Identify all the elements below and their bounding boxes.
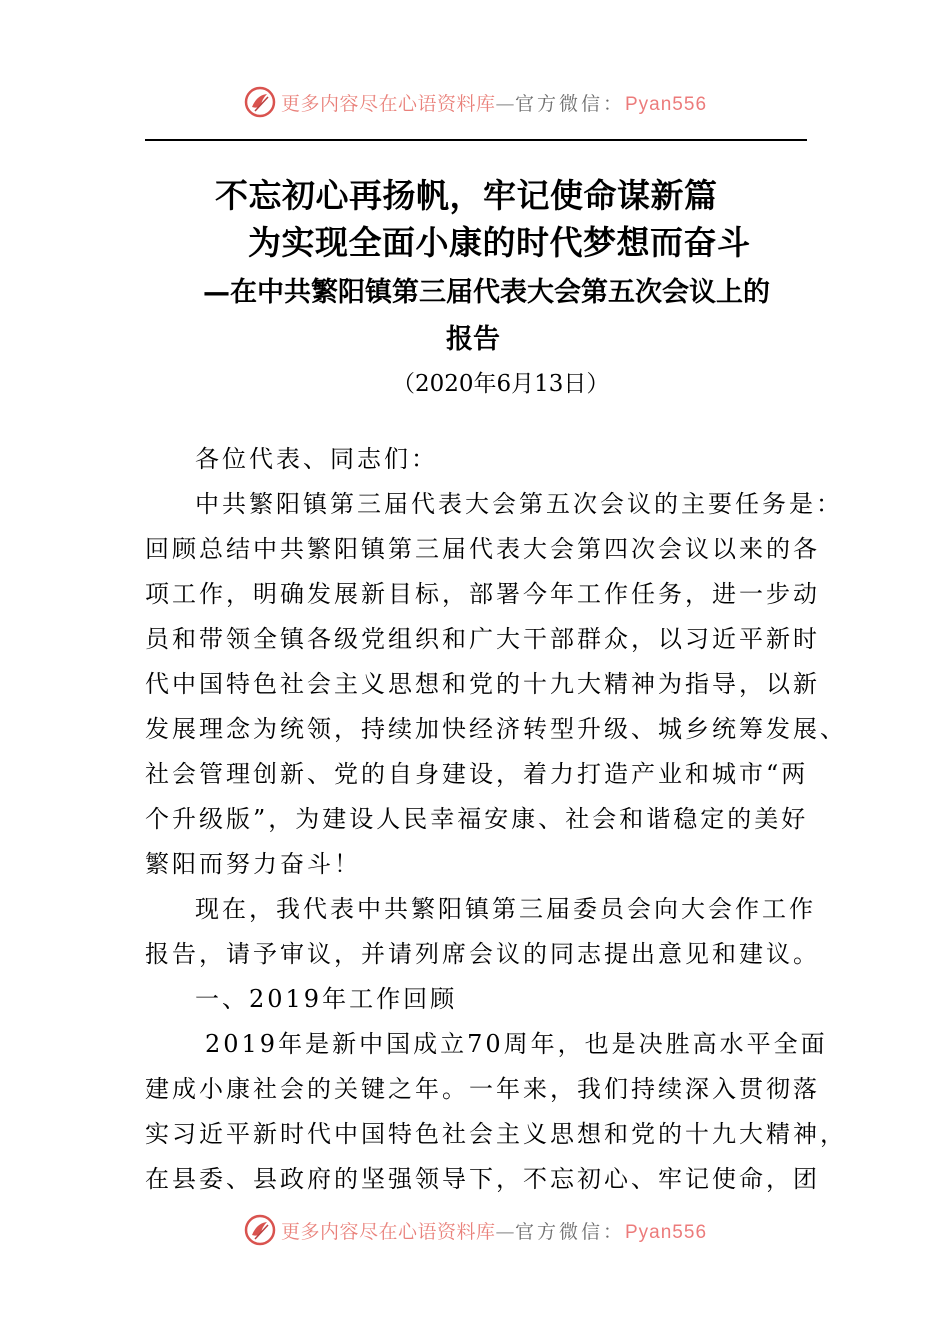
watermark-text (281, 1217, 707, 1244)
watermark-dash: — (495, 1220, 515, 1243)
watermark-wechat-id: Pyan556 (625, 1221, 708, 1243)
body-line: 个升级版”，为建设人民幸福安康、社会和谐稳定的美好 (145, 805, 809, 833)
body-line: 代中国特色社会主义思想和党的十九大精神为指导，以新 (145, 670, 820, 698)
watermark-wechat-id: Pyan556 (625, 93, 708, 115)
watermark-mid: 官方微信： (514, 92, 625, 115)
header-watermark (0, 82, 950, 122)
title-line-1: 不忘初心再扬帆，牢记使命谋新篇 (215, 176, 718, 215)
header-rule (145, 139, 807, 141)
subtitle-line-2: 报告 (446, 324, 500, 355)
body-line: 社会管理创新、党的自身建设，着力打造产业和城市“两 (145, 760, 809, 788)
watermark-mid: 官方微信： (514, 1220, 625, 1243)
body-line: 建成小康社会的关键之年。一年来，我们持续深入贯彻落 (145, 1075, 820, 1103)
subtitle-line-1: —在中共繁阳镇第三届代表大会第五次会议上的 (203, 277, 770, 308)
body-line: 员和带领全镇各级党组织和广大干部群众，以习近平新时 (145, 625, 820, 653)
section-heading: 一、2019年工作回顾 (195, 985, 458, 1013)
body-line: 在县委、县政府的坚强领导下，不忘初心、牢记使命，团 (145, 1165, 820, 1193)
brand-logo-icon (243, 85, 277, 119)
body-line: 报告，请予审议，并请列席会议的同志提出意见和建议。 (145, 940, 820, 968)
body-line: 2019年是新中国成立70周年，也是决胜高水平全面 (205, 1030, 828, 1058)
watermark-text (281, 89, 707, 116)
footer-watermark (0, 1210, 950, 1250)
body-line: 繁阳而努力奋斗！ (145, 850, 361, 878)
watermark-main: 更多内容尽在心语资料库 (280, 1220, 496, 1243)
body-line: 各位代表、同志们： (195, 445, 438, 473)
body-line: 回顾总结中共繁阳镇第三届代表大会第四次会议以来的各 (145, 535, 820, 563)
watermark-main: 更多内容尽在心语资料库 (280, 92, 496, 115)
body-line: 项工作，明确发展新目标，部署今年工作任务，进一步动 (145, 580, 820, 608)
body-line: 中共繁阳镇第三届代表大会第五次会议的主要任务是： (195, 490, 843, 518)
body-line: 现在，我代表中共繁阳镇第三届委员会向大会作工作 (195, 895, 816, 923)
body-line: 实习近平新时代中国特色社会主义思想和党的十九大精神， (145, 1120, 847, 1148)
body-line: 发展理念为统领，持续加快经济转型升级、城乡统筹发展、 (145, 715, 847, 743)
title-line-2: 为实现全面小康的时代梦想而奋斗 (248, 223, 751, 262)
report-date: （2020年6月13日） (392, 371, 610, 397)
brand-logo-icon (243, 1213, 277, 1247)
watermark-dash: — (495, 92, 515, 115)
